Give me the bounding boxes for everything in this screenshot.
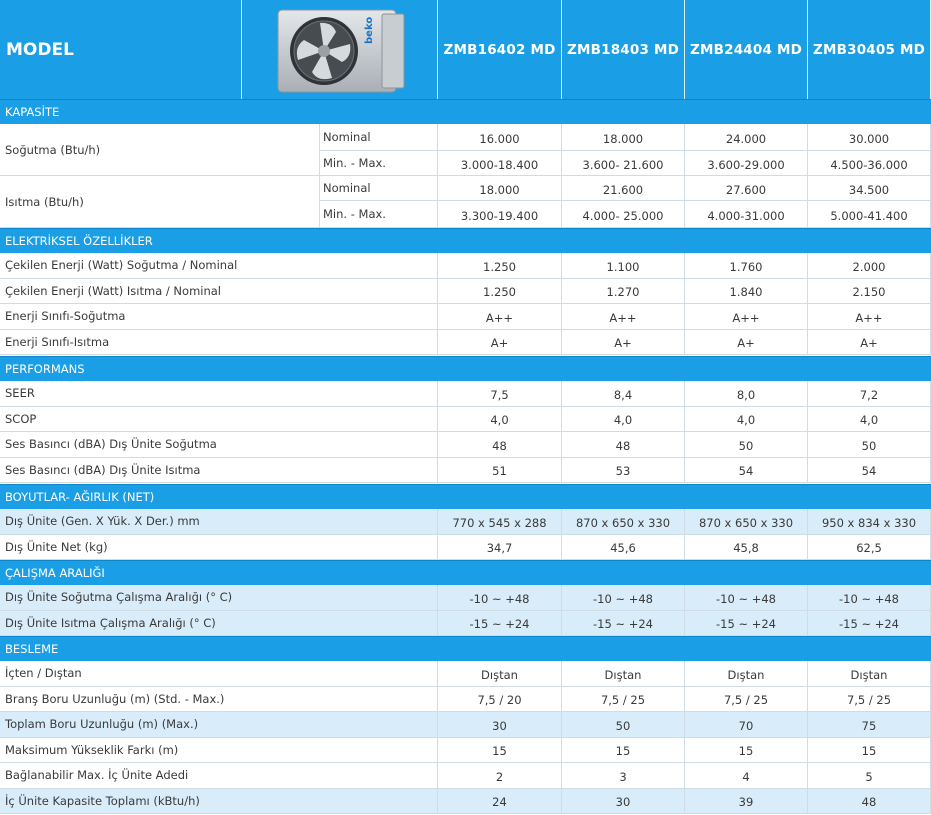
row-label: Maksimum Yükseklik Farkı (m) — [0, 738, 438, 763]
value-cell: 1.250 — [438, 253, 562, 278]
value-cell: A+ — [438, 330, 562, 355]
row-label: Dış Ünite (Gen. X Yük. X Der.) mm — [0, 509, 438, 534]
table-row — [0, 304, 931, 330]
value-cell: 3.600-29.000 — [685, 151, 808, 175]
sogutma-minmax-row — [320, 151, 931, 176]
value-cell: 30 — [562, 789, 685, 814]
value-cell: 45,8 — [685, 535, 808, 560]
table-row — [0, 661, 931, 687]
value-cell: 1.760 — [685, 253, 808, 278]
table-row — [0, 458, 931, 484]
value-cell: 7,5 — [438, 381, 562, 406]
value-cell: 870 x 650 x 330 — [562, 509, 685, 534]
table-row — [0, 407, 931, 433]
value-cell: 4.500-36.000 — [808, 151, 931, 175]
value-cell: 45,6 — [562, 535, 685, 560]
value-cell: 3.300-19.400 — [438, 201, 562, 227]
value-cell: 4.000- 25.000 — [562, 201, 685, 227]
table-row — [0, 279, 931, 305]
isitma-nominal-row — [320, 176, 931, 201]
value-cell: 7,5 / 25 — [685, 687, 808, 712]
table-row — [0, 535, 931, 561]
value-cell: 50 — [808, 432, 931, 457]
svg-text:beko: beko — [363, 16, 375, 44]
value-cell: 4,0 — [562, 407, 685, 432]
value-cell: 62,5 — [808, 535, 931, 560]
value-cell: Dıştan — [685, 661, 808, 686]
sogutma-nominal-row — [320, 124, 931, 151]
value-cell: 15 — [562, 738, 685, 763]
outdoor-unit-icon — [270, 4, 410, 96]
value-cell: 1.840 — [685, 279, 808, 304]
value-cell: 3.600- 21.600 — [562, 151, 685, 175]
value-cell: 50 — [562, 712, 685, 737]
section-besleme: BESLEME — [0, 636, 931, 661]
value-cell: 54 — [808, 458, 931, 483]
value-cell: Dıştan — [808, 661, 931, 686]
value-cell: Dıştan — [438, 661, 562, 686]
table-row — [0, 611, 931, 637]
value-cell: A++ — [685, 304, 808, 329]
value-cell: 18.000 — [562, 124, 685, 150]
value-cell: 2.150 — [808, 279, 931, 304]
row-label: Dış Ünite Isıtma Çalışma Aralığı (° C) — [0, 611, 438, 636]
value-cell: 24.000 — [685, 124, 808, 150]
row-label: Dış Ünite Soğutma Çalışma Aralığı (° C) — [0, 585, 438, 610]
sub-label: Min. - Max. — [320, 151, 438, 175]
product-image — [242, 0, 438, 99]
value-cell: 48 — [808, 789, 931, 814]
value-cell: A++ — [438, 304, 562, 329]
row-label: Çekilen Enerji (Watt) Soğutma / Nominal — [0, 253, 438, 278]
section-boyutlar: BOYUTLAR- AĞIRLIK (NET) — [0, 484, 931, 509]
value-cell: A+ — [808, 330, 931, 355]
table-row — [0, 789, 931, 815]
value-cell: -15 ~ +24 — [438, 611, 562, 636]
value-cell: 3 — [562, 763, 685, 788]
value-cell: A+ — [562, 330, 685, 355]
value-cell: 4,0 — [438, 407, 562, 432]
value-cell: 39 — [685, 789, 808, 814]
value-cell: 34,7 — [438, 535, 562, 560]
value-cell: A++ — [562, 304, 685, 329]
value-cell: 8,4 — [562, 381, 685, 406]
value-cell: A++ — [808, 304, 931, 329]
sub-label: Nominal — [320, 176, 438, 200]
value-cell: 2.000 — [808, 253, 931, 278]
row-label: Dış Ünite Net (kg) — [0, 535, 438, 560]
row-label: Enerji Sınıfı-Soğutma — [0, 304, 438, 329]
value-cell: 48 — [562, 432, 685, 457]
table-row — [0, 432, 931, 458]
row-label: Branş Boru Uzunluğu (m) (Std. - Max.) — [0, 687, 438, 712]
row-label: Ses Basıncı (dBA) Dış Ünite Soğutma — [0, 432, 438, 457]
value-cell: 7,5 / 25 — [808, 687, 931, 712]
model-header: MODEL — [0, 0, 242, 99]
value-cell: 3.000-18.400 — [438, 151, 562, 175]
row-label: İçten / Dıştan — [0, 661, 438, 686]
value-cell: 15 — [438, 738, 562, 763]
value-cell: 4 — [685, 763, 808, 788]
row-label-isitma: Isıtma (Btu/h) — [0, 176, 320, 228]
value-cell: 16.000 — [438, 124, 562, 150]
value-cell: 870 x 650 x 330 — [685, 509, 808, 534]
value-cell: 7,5 / 20 — [438, 687, 562, 712]
section-elektriksel: ELEKTRİKSEL ÖZELLİKLER — [0, 228, 931, 253]
value-cell: 7,2 — [808, 381, 931, 406]
value-cell: 24 — [438, 789, 562, 814]
row-label: Enerji Sınıfı-Isıtma — [0, 330, 438, 355]
value-cell: 950 x 834 x 330 — [808, 509, 931, 534]
value-cell: 5 — [808, 763, 931, 788]
value-cell: 30 — [438, 712, 562, 737]
value-cell: 54 — [685, 458, 808, 483]
value-cell: -10 ~ +48 — [685, 585, 808, 610]
table-row — [0, 330, 931, 356]
table-row — [0, 509, 931, 535]
value-cell: 15 — [685, 738, 808, 763]
value-cell: 75 — [808, 712, 931, 737]
value-cell: 15 — [808, 738, 931, 763]
value-cell: 34.500 — [808, 176, 931, 200]
sub-label: Min. - Max. — [320, 201, 438, 227]
value-cell: Dıştan — [562, 661, 685, 686]
value-cell: -15 ~ +24 — [808, 611, 931, 636]
value-cell: 27.600 — [685, 176, 808, 200]
row-label: Toplam Boru Uzunluğu (m) (Max.) — [0, 712, 438, 737]
value-cell: -15 ~ +24 — [685, 611, 808, 636]
row-label: Ses Basıncı (dBA) Dış Ünite Isıtma — [0, 458, 438, 483]
value-cell: 1.270 — [562, 279, 685, 304]
value-cell: 70 — [685, 712, 808, 737]
value-cell: 21.600 — [562, 176, 685, 200]
model-column-header: ZMB24404 MD — [685, 0, 808, 99]
value-cell: 50 — [685, 432, 808, 457]
table-row — [0, 763, 931, 789]
section-kapasite: KAPASİTE — [0, 99, 931, 124]
isitma-minmax-row — [320, 201, 931, 228]
table-row — [0, 738, 931, 764]
value-cell: 18.000 — [438, 176, 562, 200]
value-cell: 53 — [562, 458, 685, 483]
value-cell: 30.000 — [808, 124, 931, 150]
row-label: Çekilen Enerji (Watt) Isıtma / Nominal — [0, 279, 438, 304]
value-cell: 51 — [438, 458, 562, 483]
value-cell: 4.000-31.000 — [685, 201, 808, 227]
value-cell: -15 ~ +24 — [562, 611, 685, 636]
value-cell: 7,5 / 25 — [562, 687, 685, 712]
value-cell: 8,0 — [685, 381, 808, 406]
table-row — [0, 381, 931, 407]
value-cell: 1.100 — [562, 253, 685, 278]
value-cell: A+ — [685, 330, 808, 355]
value-cell: -10 ~ +48 — [808, 585, 931, 610]
table-row — [0, 585, 931, 611]
value-cell: 1.250 — [438, 279, 562, 304]
model-column-header: ZMB30405 MD — [808, 0, 931, 99]
value-cell: 5.000-41.400 — [808, 201, 931, 227]
value-cell: 2 — [438, 763, 562, 788]
row-label-sogutma: Soğutma (Btu/h) — [0, 124, 320, 176]
sub-label: Nominal — [320, 124, 438, 150]
row-label: SEER — [0, 381, 438, 406]
table-row — [0, 712, 931, 738]
row-label: SCOP — [0, 407, 438, 432]
row-label: İç Ünite Kapasite Toplamı (kBtu/h) — [0, 789, 438, 814]
model-column-header: ZMB18403 MD — [562, 0, 685, 99]
section-calisma: ÇALIŞMA ARALIĞI — [0, 560, 931, 585]
value-cell: 4,0 — [808, 407, 931, 432]
value-cell: 4,0 — [685, 407, 808, 432]
value-cell: 770 x 545 x 288 — [438, 509, 562, 534]
value-cell: -10 ~ +48 — [438, 585, 562, 610]
row-label: Bağlanabilir Max. İç Ünite Adedi — [0, 763, 438, 788]
value-cell: -10 ~ +48 — [562, 585, 685, 610]
model-column-header: ZMB16402 MD — [438, 0, 562, 99]
table-row — [0, 687, 931, 713]
value-cell: 48 — [438, 432, 562, 457]
section-performans: PERFORMANS — [0, 356, 931, 381]
table-row — [0, 253, 931, 279]
